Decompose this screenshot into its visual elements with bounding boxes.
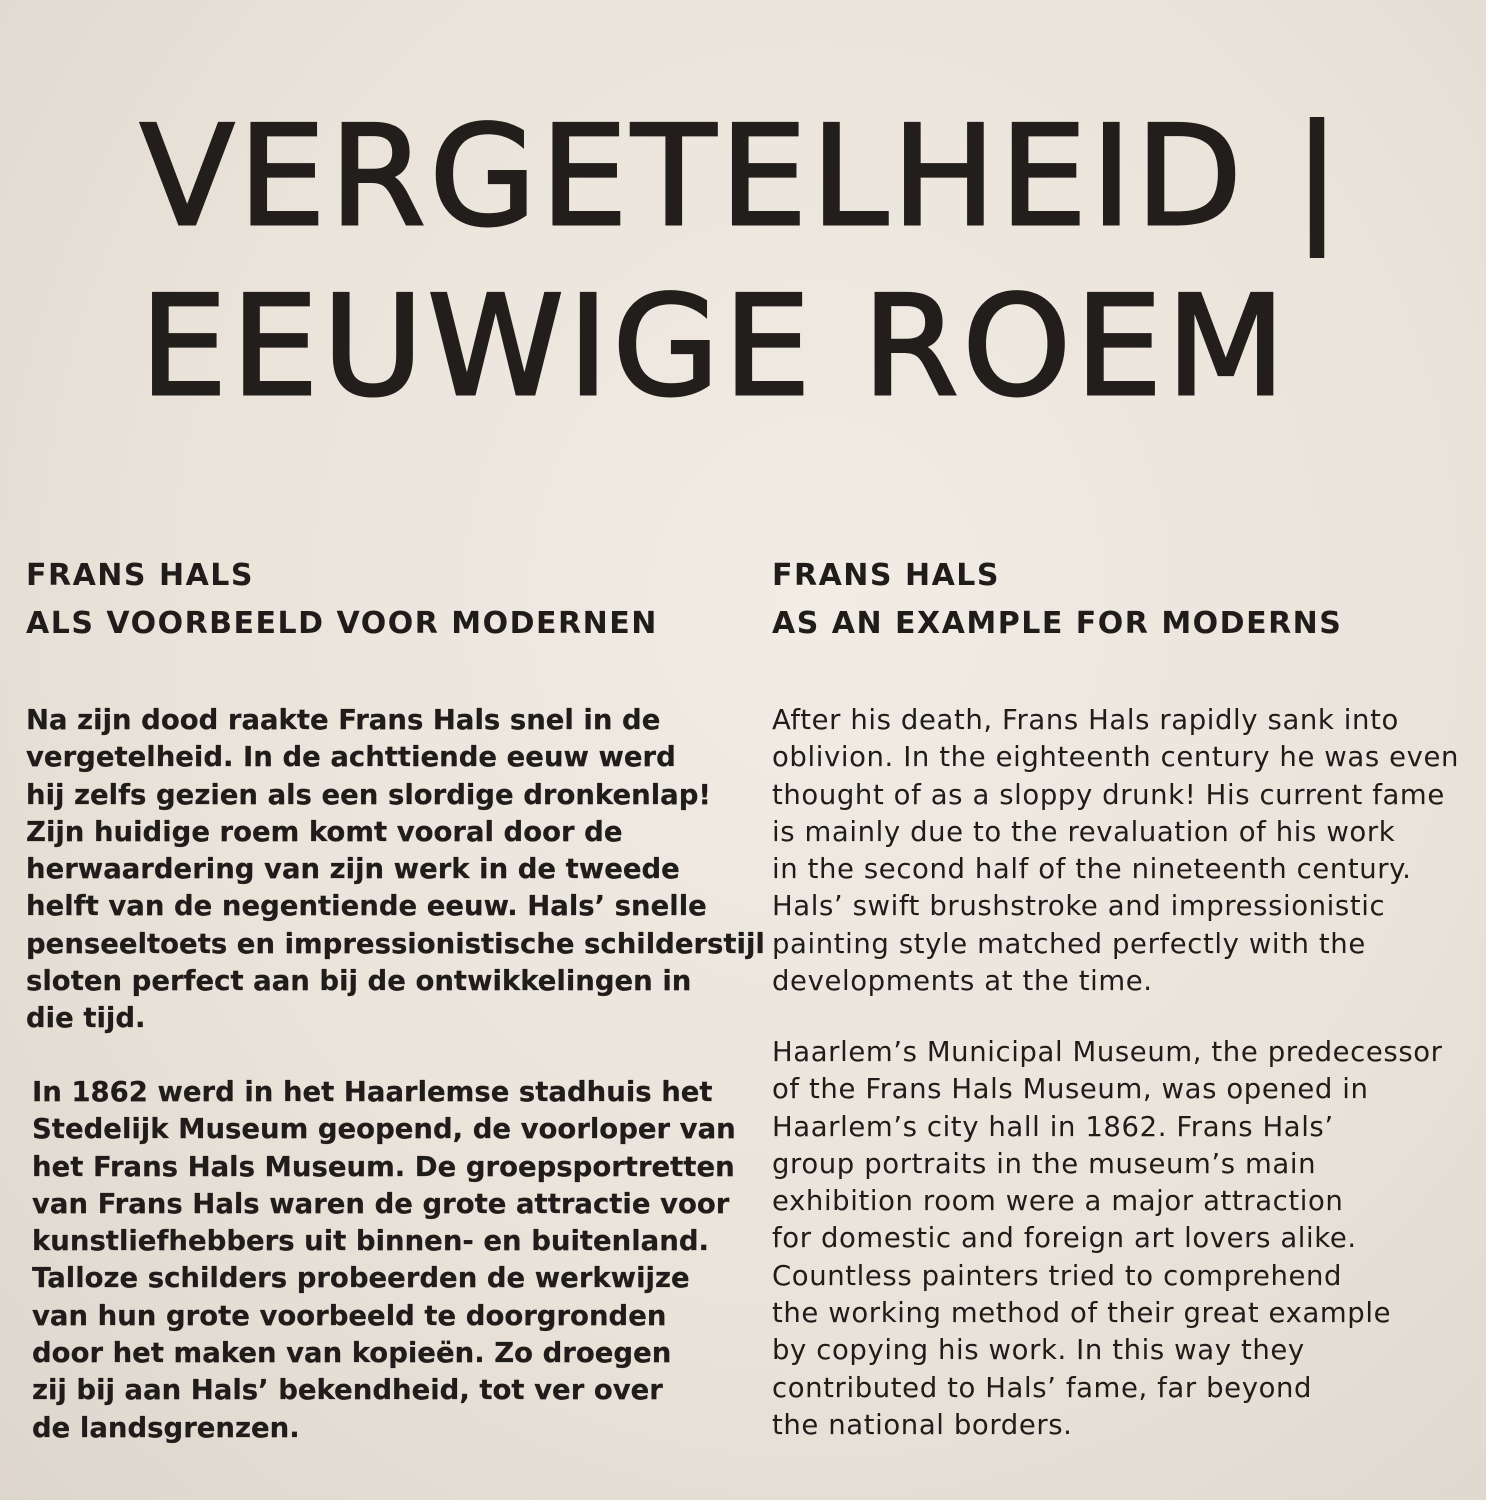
- dutch-paragraph-2: [32, 1074, 736, 1447]
- text-line: by copying his work. In this way they: [772, 1334, 1305, 1367]
- text-line: In 1862 werd in het Haarlemse stadhuis het: [32, 1076, 713, 1108]
- text-line: van Frans Hals waren de grote attractie voor: [32, 1187, 730, 1220]
- text-line: of the Frans Hals Museum, was opened in: [772, 1073, 1369, 1106]
- dutch-heading-line-1: FRANS HALS: [26, 558, 255, 593]
- text-line: Haarlem’s city hall in 1862. Frans Hals’: [772, 1110, 1334, 1143]
- text-line: kunstliefhebbers uit binnen- en buitenland.: [32, 1225, 709, 1258]
- text-line: van hun grote voorbeeld te doorgronden: [32, 1299, 667, 1332]
- exhibition-title: [140, 92, 1380, 432]
- text-line: thought of as a sloppy drunk! His current fame: [772, 778, 1445, 811]
- text-line: the national borders.: [772, 1408, 1073, 1441]
- title-line-2: EEUWIGE ROEM: [140, 266, 1290, 427]
- text-line: developments at the time.: [772, 965, 1153, 998]
- english-heading: [772, 552, 1472, 648]
- english-heading-line-1: FRANS HALS: [772, 558, 1001, 593]
- dutch-heading: [26, 552, 726, 648]
- text-line: group portraits in the museum’s main: [772, 1147, 1317, 1180]
- text-line: penseeltoets en impressionistische schilderstijl: [26, 927, 765, 960]
- text-line: Countless painters tried to comprehend: [772, 1259, 1343, 1292]
- english-heading-line-2: AS AN EXAMPLE FOR MODERNS: [772, 606, 1343, 641]
- text-line: zij bij aan Hals’ bekendheid, tot ver over: [32, 1374, 663, 1407]
- title-line-1: VERGETELHEID |: [140, 96, 1345, 257]
- text-line: After his death, Frans Hals rapidly sank into: [772, 704, 1399, 736]
- dutch-paragraph-1: [26, 702, 765, 1038]
- text-line: Na zijn dood raakte Frans Hals snel in de: [26, 704, 661, 736]
- text-line: herwaardering van zijn werk in de tweede: [26, 853, 680, 886]
- text-line: oblivion. In the eighteenth century he was even: [772, 741, 1460, 774]
- text-line: door het maken van kopieën. Zo droegen: [32, 1337, 672, 1370]
- text-line: het Frans Hals Museum. De groepsportretten: [32, 1150, 735, 1183]
- text-line: the working method of their great example: [772, 1297, 1392, 1330]
- text-line: hij zelfs gezien als een slordige dronkenlap!: [26, 778, 711, 811]
- text-line: helft van de negentiende eeuw. Hals’ snelle: [26, 890, 707, 923]
- text-line: Stedelijk Museum geopend, de voorloper van: [32, 1113, 736, 1146]
- text-line: Hals’ swift brushstroke and impressionistic: [772, 890, 1386, 923]
- text-line: painting style matched perfectly with the: [772, 927, 1366, 960]
- english-paragraph-1: [772, 702, 1459, 1000]
- text-line: Haarlem’s Municipal Museum, the predecessor: [772, 1036, 1443, 1068]
- text-line: vergetelheid. In de achttiende eeuw werd: [26, 741, 676, 774]
- text-line: Talloze schilders probeerden de werkwijze: [32, 1262, 690, 1295]
- text-line: for domestic and foreign art lovers alike.: [772, 1222, 1357, 1255]
- text-line: is mainly due to the revaluation of his work: [772, 815, 1396, 848]
- english-column: [772, 552, 1472, 1441]
- text-line: die tijd.: [26, 1002, 146, 1035]
- english-paragraph-2: [772, 1034, 1443, 1444]
- dutch-column: [26, 552, 765, 1444]
- text-line: Zijn huidige roem komt vooral door de: [26, 815, 623, 848]
- text-line: de landsgrenzen.: [32, 1411, 300, 1444]
- text-line: contributed to Hals’ fame, far beyond: [772, 1371, 1313, 1404]
- dutch-heading-line-2: ALS VOORBEELD VOOR MODERNEN: [26, 606, 658, 641]
- text-line: in the second half of the nineteenth century.: [772, 853, 1412, 886]
- text-line: sloten perfect aan bij de ontwikkelingen in: [26, 965, 692, 998]
- text-line: exhibition room were a major attraction: [772, 1185, 1344, 1218]
